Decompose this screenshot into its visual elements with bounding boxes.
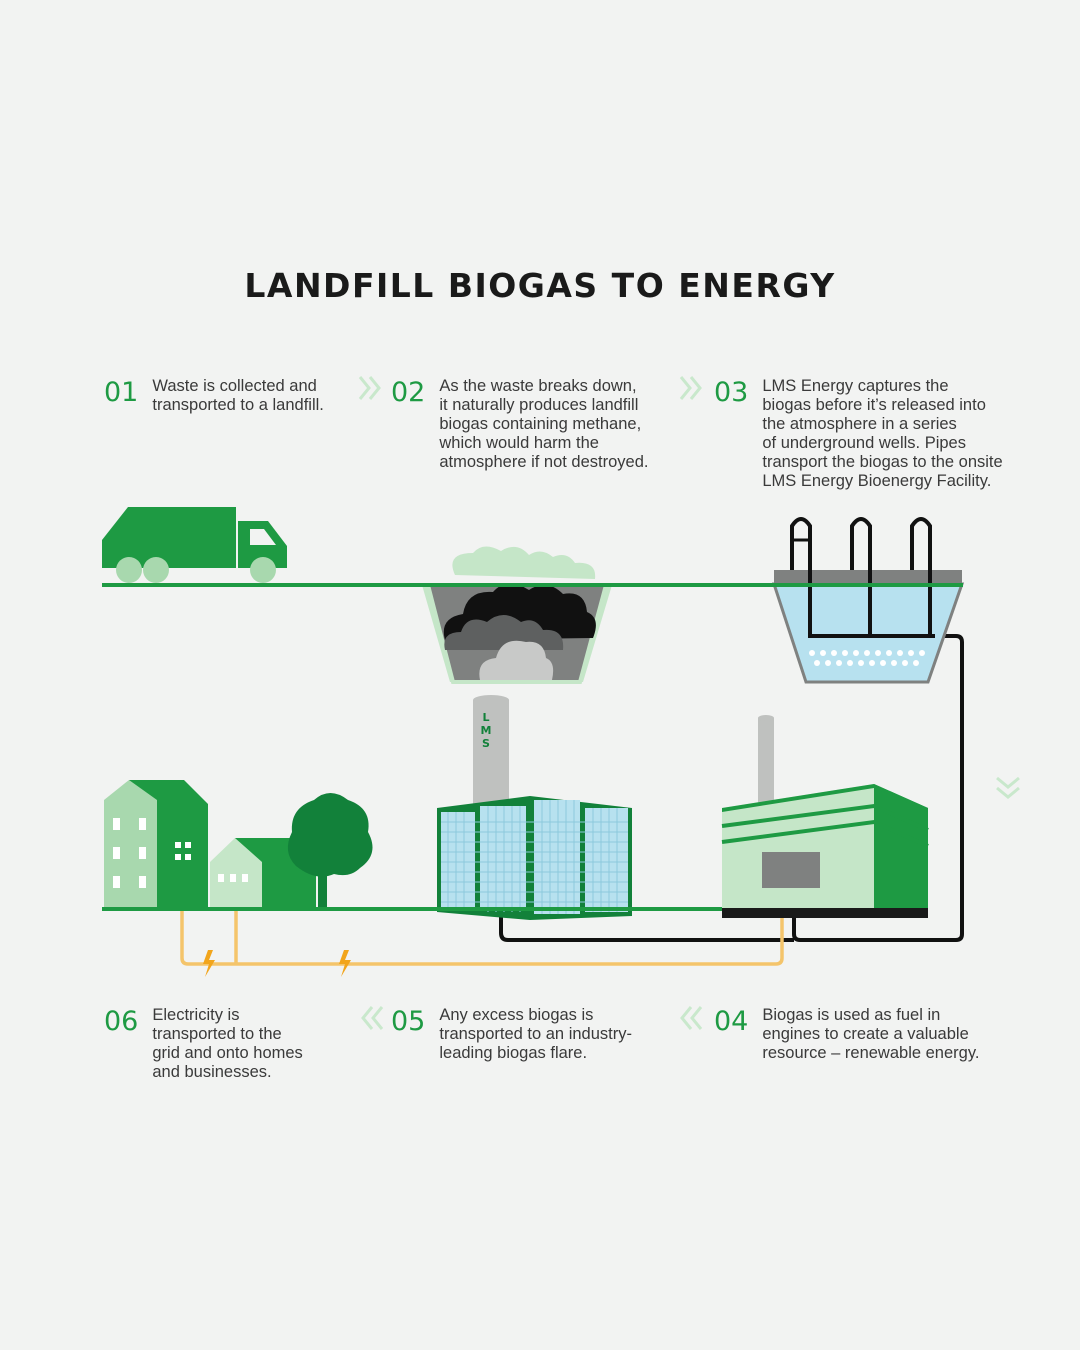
step-text: Biogas is used as fuel in engines to create a valuable resource – renewable energy. — [762, 1006, 980, 1062]
step-text: LMS Energy captures the biogas before it’s released into the atmosphere in a series of underground wells. Pipes transport the biogas to the onsite LMS Energy Bioenergy Facility. — [762, 377, 1003, 490]
step-number: 06 — [104, 1006, 139, 1037]
step-text: Waste is collected and transported to a landfill. — [152, 377, 324, 414]
power-cable — [182, 908, 782, 964]
stack-letter: S — [482, 737, 490, 750]
stack-letter: L — [482, 711, 490, 724]
landfill-pit-icon — [422, 546, 612, 682]
bioenergy-facility-icon — [722, 715, 928, 918]
step-number: 05 — [391, 1006, 426, 1037]
step-text: Any excess biogas is transported to an industry- leading biogas flare. — [439, 1006, 632, 1062]
step-text: As the waste breaks down, it naturally produces landfill biogas containing methane, which would harm the atmosphere if not destroyed. — [439, 377, 649, 471]
lms-building-icon — [437, 695, 632, 920]
step-number: 04 — [714, 1006, 749, 1037]
step-number: 01 — [104, 377, 139, 408]
step-number: 02 — [391, 377, 426, 408]
step-number: 03 — [714, 377, 749, 408]
page-title: LANDFILL BIOGAS TO ENERGY — [244, 266, 836, 305]
step-text: Electricity is transported to the grid and onto homes and businesses. — [152, 1006, 303, 1081]
garbage-truck-icon — [102, 507, 287, 583]
stack-letter: M — [480, 724, 492, 737]
houses-icon — [104, 780, 316, 910]
gas-wells-icon — [774, 519, 962, 682]
